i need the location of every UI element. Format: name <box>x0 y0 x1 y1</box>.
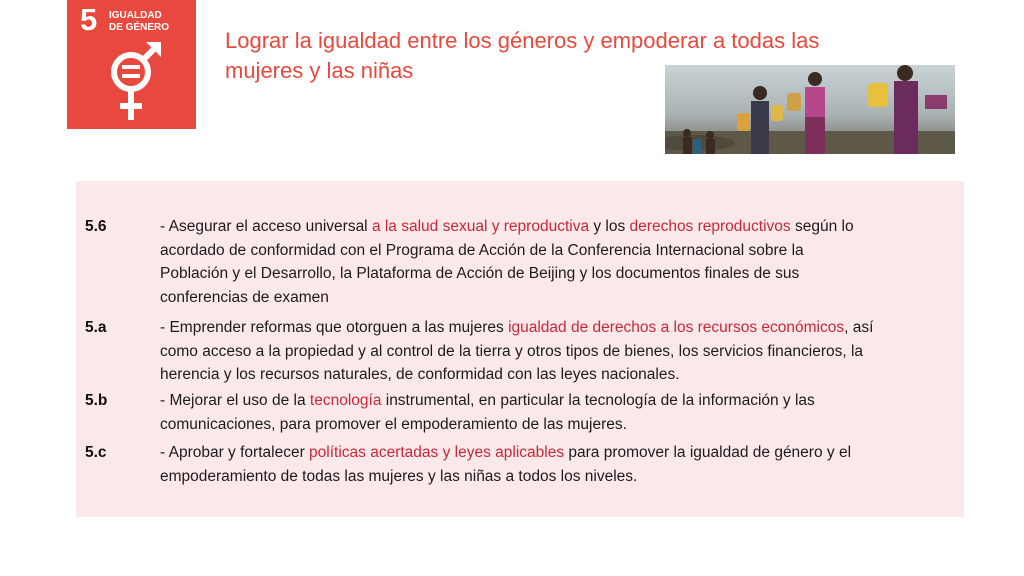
highlight-text: igualdad de derechos a los recursos económicos <box>508 319 845 336</box>
text-segment: - Asegurar el acceso universal <box>160 218 372 235</box>
target-line: empoderamiento de todas las mujeres y las niñas a todos los niveles. <box>160 467 638 485</box>
text-segment: para promover la igualdad de género y el <box>564 444 852 461</box>
goal-name <box>109 10 189 34</box>
goal-number: 5 <box>80 2 98 37</box>
text-segment: instrumental, en particular la tecnología de la información y las <box>381 392 815 409</box>
highlight-text: a la salud sexual y reproductiva <box>371 218 590 235</box>
target-id: 5.b <box>85 392 108 409</box>
target-line <box>160 389 960 413</box>
text-segment: - Mejorar el uso de la <box>160 392 310 409</box>
target-text <box>160 389 960 436</box>
highlight-text: derechos reproductivos <box>629 218 791 235</box>
target-line: como acceso a la propiedad y al control de la tierra y otros tipos de bienes, los servicios financieros, la <box>160 342 864 360</box>
target-text <box>160 215 960 309</box>
target-line <box>160 215 960 239</box>
target-line: comunicaciones, para promover el empoderamiento de las mujeres. <box>160 415 627 433</box>
sdg-goal-5-logo <box>67 0 196 129</box>
title-line2: mujeres y las niñas <box>225 58 414 83</box>
text-segment: según lo <box>790 218 854 235</box>
text-segment: y los <box>589 218 630 235</box>
target-line: conferencias de examen <box>160 288 329 306</box>
target-id: 5.6 <box>85 218 107 235</box>
gender-equality-icon <box>105 40 165 122</box>
women-carrying-water-photo <box>665 65 955 154</box>
text-segment: - Aprobar y fortalecer <box>160 444 310 461</box>
target-id: 5.c <box>85 444 107 461</box>
target-text <box>160 441 960 488</box>
target-line: herencia y los recursos naturales, de conformidad con las leyes nacionales. <box>160 366 680 383</box>
highlight-text: tecnología <box>309 392 382 409</box>
highlight-text: políticas acertadas y leyes aplicables <box>309 444 565 461</box>
title-line1: Lograr la igualdad entre los géneros y empoderar a todas las <box>225 28 820 53</box>
text-segment: , así <box>844 319 874 336</box>
target-line: acordado de conformidad con el Programa de Acción de la Conferencia Internacional sobre la <box>160 241 804 259</box>
target-id: 5.a <box>85 319 107 336</box>
target-line <box>160 441 960 465</box>
targets-panel <box>76 181 964 517</box>
target-line: Población y el Desarrollo, la Plataforma de Acción de Beijing y los documentos finales de sus <box>160 265 800 282</box>
text-segment: - Emprender reformas que otorguen a las mujeres <box>160 319 509 336</box>
goal-name-line2: DE GÉNERO <box>109 22 170 33</box>
target-line <box>160 316 960 340</box>
goal-name-line1: IGUALDAD <box>109 10 162 21</box>
target-text <box>160 316 960 387</box>
